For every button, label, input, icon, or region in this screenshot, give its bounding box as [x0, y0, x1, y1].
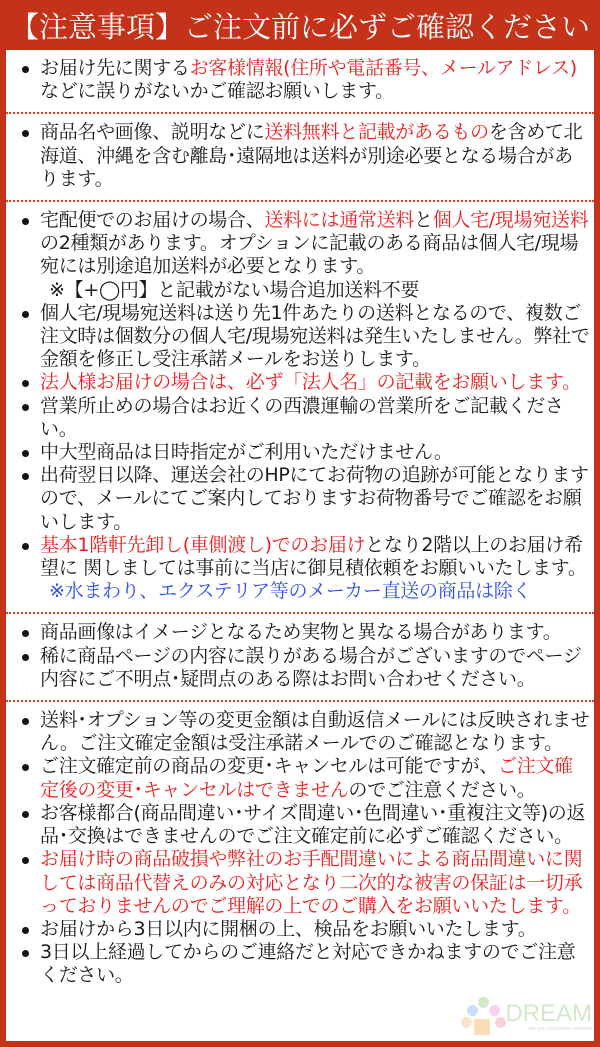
item-text: 3日以上経過してからのご連絡だと対応できかねますのでご注意ください。 [40, 941, 576, 987]
list-item [6, 395, 590, 441]
list-item [6, 918, 590, 941]
notice-section [6, 50, 594, 114]
list-item [6, 802, 590, 848]
notice-title: 【注意事項】ご注文前に必ずご確認ください [9, 9, 590, 44]
item-text: 宅配便でのお届けの場合、 [40, 209, 265, 232]
highlighted-text: ご注文確定後の変更･キャンセルはできません [40, 755, 573, 801]
highlighted-text: 法人様お届けの場合は、必ず「法人名」の記載をお願いします。 [40, 371, 581, 394]
item-text: を含めて北海道、沖縄を含む離島･遠隔地は送料が別途必要となる場合があります。 [40, 121, 583, 190]
list-item [6, 209, 590, 279]
highlighted-text: お客様情報(住所や電話番号、メールアドレス) [189, 57, 577, 79]
list-item [6, 57, 590, 103]
item-text: などに誤りがないかご確認お願いします。 [40, 80, 394, 103]
highlighted-text: 個人宅/現場宛送料 [432, 209, 589, 232]
list-item [6, 645, 590, 691]
list-item [6, 371, 590, 394]
item-text: 営業所止めの場合はお近くの西濃運輸の営業所をご記載ください。 [40, 394, 564, 440]
item-text: のでご注意ください。 [348, 778, 536, 801]
item-text: ※【+◯円】と記載がない場合追加送料不要 [49, 278, 420, 301]
list-item [6, 941, 590, 987]
list-item [6, 441, 590, 464]
highlighted-text: お届け時の商品破損や弊社のお手配間違いによる商品間違いに関しては商品代替えのみの対応となり二次的な被害の保証は一切承っておりませんのでご理解の上でのご購入をお願いいたします。 [40, 848, 583, 917]
logo-mark-icon [461, 997, 505, 1037]
notice-panel [6, 50, 594, 1041]
logo-text: DREAM [505, 999, 592, 1027]
list-item [6, 121, 590, 191]
item-text: 中大型商品は日時指定がご利用いただけません。 [40, 441, 453, 464]
item-text: お届けから3日以内に開梱の上、検品をお願いいたします。 [40, 917, 537, 940]
item-text: 稀に商品ページの内容に誤りがある場合がございますのでページ内容にご不明点･疑問点のある際はお問い合わせください。 [40, 644, 582, 690]
notice-header [0, 0, 600, 50]
item-text: となり2階以上のお届け希望に 関しましては事前に当店に御見積依頼をお願いいたします。 [40, 533, 587, 580]
notice-section [6, 702, 594, 996]
notice-sections [6, 50, 594, 997]
list-item [6, 709, 590, 755]
list-item [6, 464, 590, 534]
highlighted-text: 基本1階軒先卸し(車側渡し)でのお届け [40, 533, 366, 556]
logo-row [6, 997, 594, 1037]
list-item [6, 534, 590, 580]
item-text: と [414, 209, 433, 232]
item-text: ご注文確定前の商品の変更･キャンセルは可能ですが、 [40, 755, 499, 778]
item-text: 出荷翌日以降、運送会社のHPにてお荷物の追跡が可能となりますので、メールにてご案内しておりますお荷物番号でご確認をお願いします。 [40, 464, 589, 533]
highlighted-text: ※水まわり、エクステリア等のメーカー直送の商品は除く [49, 580, 532, 603]
list-item [6, 302, 590, 372]
highlighted-text: 送料には通常送料 [264, 209, 415, 232]
note-item [6, 580, 590, 603]
list-item [6, 621, 590, 644]
highlighted-text: 送料無料と記載があるもの [264, 121, 489, 144]
notice-section [6, 202, 594, 614]
item-text: 送料･オプション等の変更金額は自動返信メールには反映されません。ご注文確定金額は受注承諾メールでのご確認となります。 [40, 709, 590, 755]
notice-section [6, 114, 594, 202]
logo-tagline: we are happiness makers [528, 1025, 592, 1032]
item-text: の2種類があります。オプションに記載のある商品は個人宅/現場宛には別途追加送料が必要となります。 [40, 232, 579, 278]
list-item [6, 755, 590, 801]
item-text: お届け先に関する [40, 57, 190, 79]
dream-logo [461, 997, 592, 1037]
note-item [6, 279, 590, 302]
notice-section [6, 614, 594, 702]
item-text: 商品画像はイメージとなるため実物と異なる場合があります。 [40, 621, 562, 644]
item-text: 商品名や画像、説明などに [40, 121, 265, 144]
item-text: 個人宅/現場宛送料は送り先1件あたりの送料となるので、複数ご注文時は個数分の個人宅/現場宛送料は発生いたしません。弊社で金額を修正し受注承諾メールをお送りします。 [40, 301, 590, 371]
item-text: お客様都合(商品間違い･サイズ間違い･色間違い･重複注文等)の返品･交換はできませんのでご注文確定前に必ずご確認ください。 [40, 801, 586, 848]
list-item [6, 848, 590, 918]
bottom-border [0, 1041, 600, 1047]
